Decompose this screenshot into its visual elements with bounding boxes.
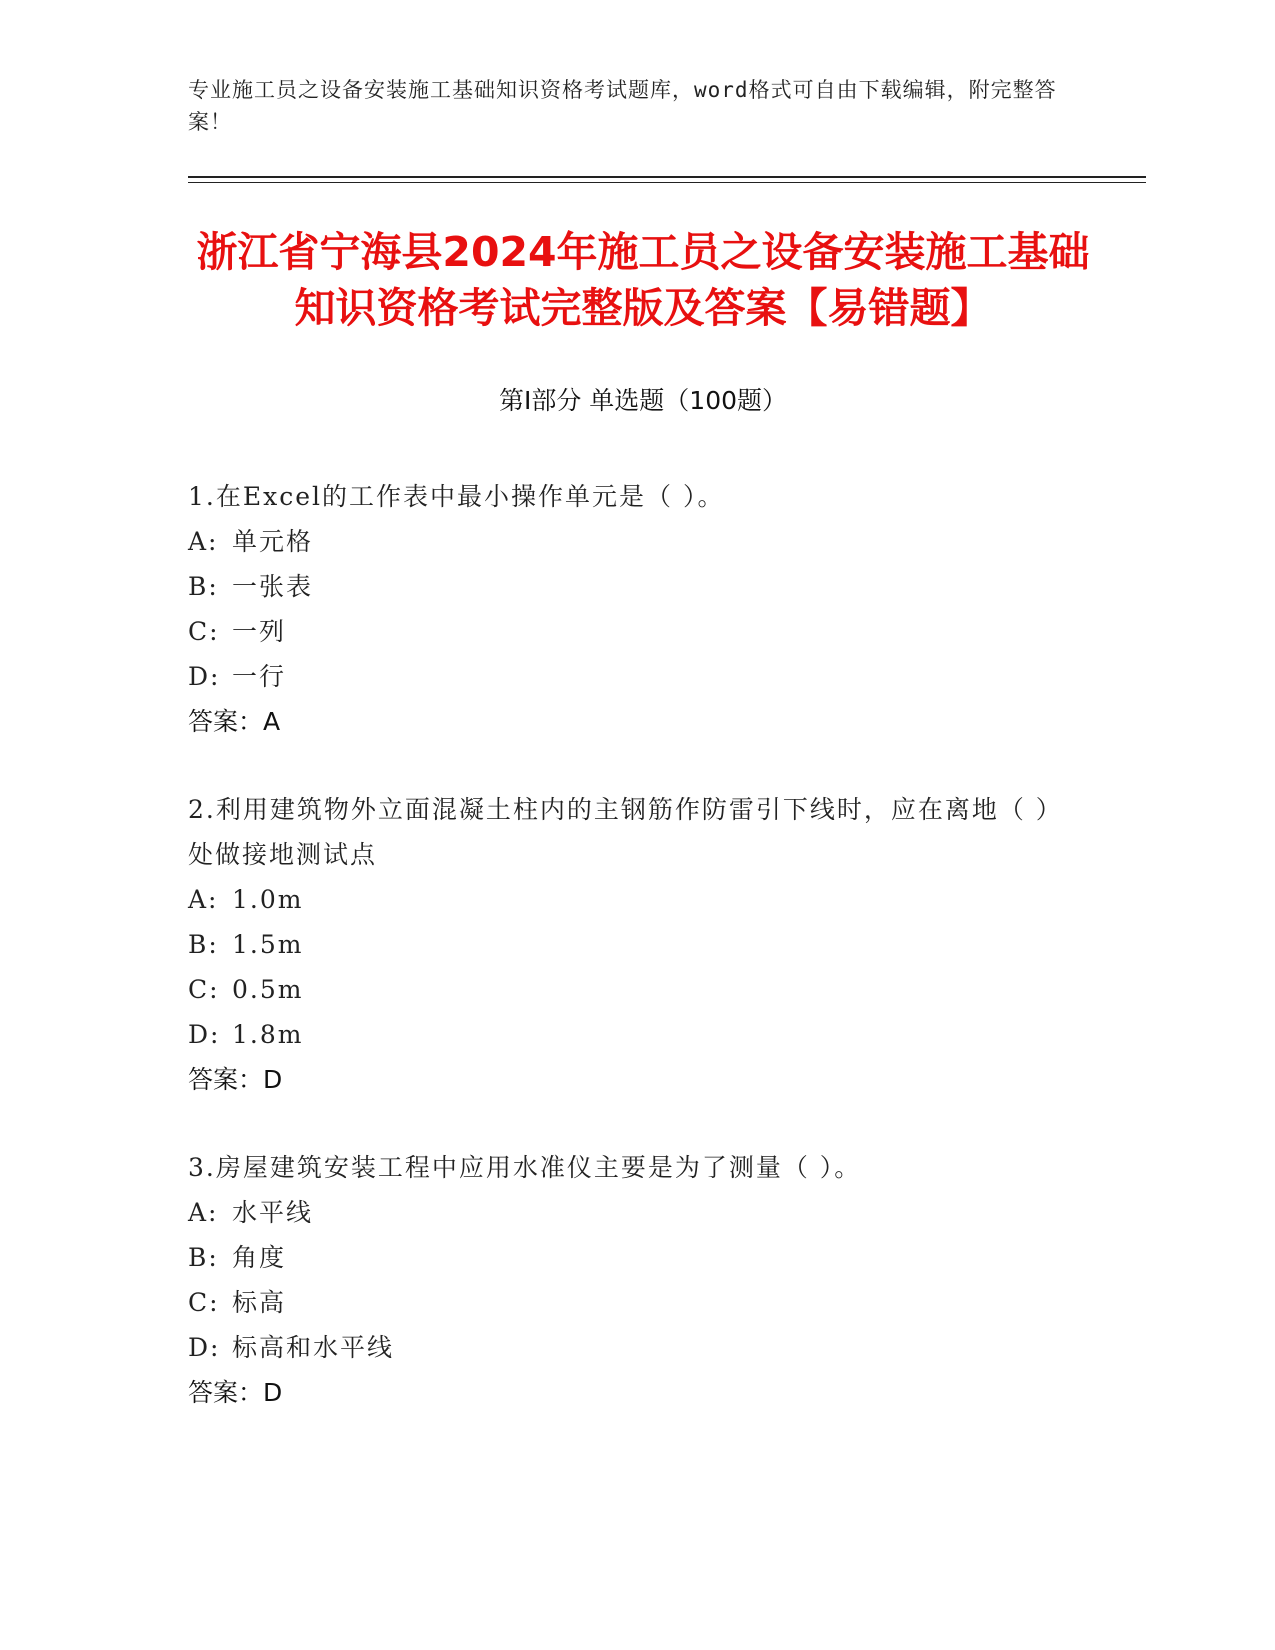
- option-c: [188, 1280, 1088, 1325]
- option-letter: D:: [188, 1333, 221, 1362]
- question-text: 1.在Excel的工作表中最小操作单元是（ ）。: [188, 482, 725, 511]
- option-b: [188, 564, 1088, 609]
- option-letter: D:: [188, 662, 221, 691]
- option-letter: B:: [188, 572, 219, 601]
- option-text: 1.8m: [232, 1020, 304, 1049]
- option-a: [188, 519, 1088, 564]
- option-letter: A:: [188, 1198, 219, 1227]
- question-block-2: [188, 787, 1088, 1102]
- option-letter: D:: [188, 1020, 221, 1049]
- option-d: [188, 654, 1088, 699]
- header-note: 专业施工员之设备安装施工基础知识资格考试题库，word格式可自由下载编辑，附完整答案！: [188, 78, 1057, 134]
- option-a: [188, 1190, 1088, 1235]
- option-letter: B:: [188, 930, 219, 959]
- header-rule-thick: [188, 176, 1146, 178]
- question-block-1: [188, 474, 1088, 744]
- option-letter: A:: [188, 885, 219, 914]
- option-letter: C:: [188, 975, 220, 1004]
- question-text: 2.利用建筑物外立面混凝土柱内的主钢筋作防雷引下线时，应在离地（ ）处做接地测试点: [188, 795, 1063, 869]
- option-text: 单元格: [232, 527, 314, 556]
- option-a: [188, 877, 1088, 922]
- option-d: [188, 1012, 1088, 1057]
- option-c: [188, 609, 1088, 654]
- option-letter: B:: [188, 1243, 219, 1272]
- answer-line: 答案：D: [188, 1065, 283, 1094]
- question-block-3: [188, 1145, 1088, 1415]
- answer-line: 答案：A: [188, 707, 281, 736]
- option-text: 0.5m: [232, 975, 304, 1004]
- option-text: 1.0m: [232, 885, 304, 914]
- section-title: 第Ⅰ部分 单选题（100题）: [498, 386, 788, 415]
- option-text: 一列: [232, 617, 287, 646]
- option-text: 标高和水平线: [232, 1333, 395, 1362]
- option-letter: A:: [188, 527, 219, 556]
- option-c: [188, 967, 1088, 1012]
- question-list: [188, 474, 1088, 1458]
- option-text: 水平线: [232, 1198, 314, 1227]
- option-d: [188, 1325, 1088, 1370]
- option-text: 1.5m: [232, 930, 304, 959]
- option-text: 一张表: [232, 572, 314, 601]
- option-letter: C:: [188, 1288, 220, 1317]
- option-letter: C:: [188, 617, 220, 646]
- option-text: 一行: [232, 662, 287, 691]
- answer-line: 答案：D: [188, 1378, 283, 1407]
- question-text: 3.房屋建筑安装工程中应用水准仪主要是为了测量（ ）。: [188, 1153, 862, 1182]
- option-b: [188, 1235, 1088, 1280]
- option-text: 角度: [232, 1243, 287, 1272]
- header-rule-thin: [188, 182, 1146, 183]
- document-title: 浙江省宁海县2024年施工员之设备安装施工基础知识资格考试完整版及答案【易错题】: [196, 228, 1090, 332]
- option-b: [188, 922, 1088, 967]
- option-text: 标高: [232, 1288, 287, 1317]
